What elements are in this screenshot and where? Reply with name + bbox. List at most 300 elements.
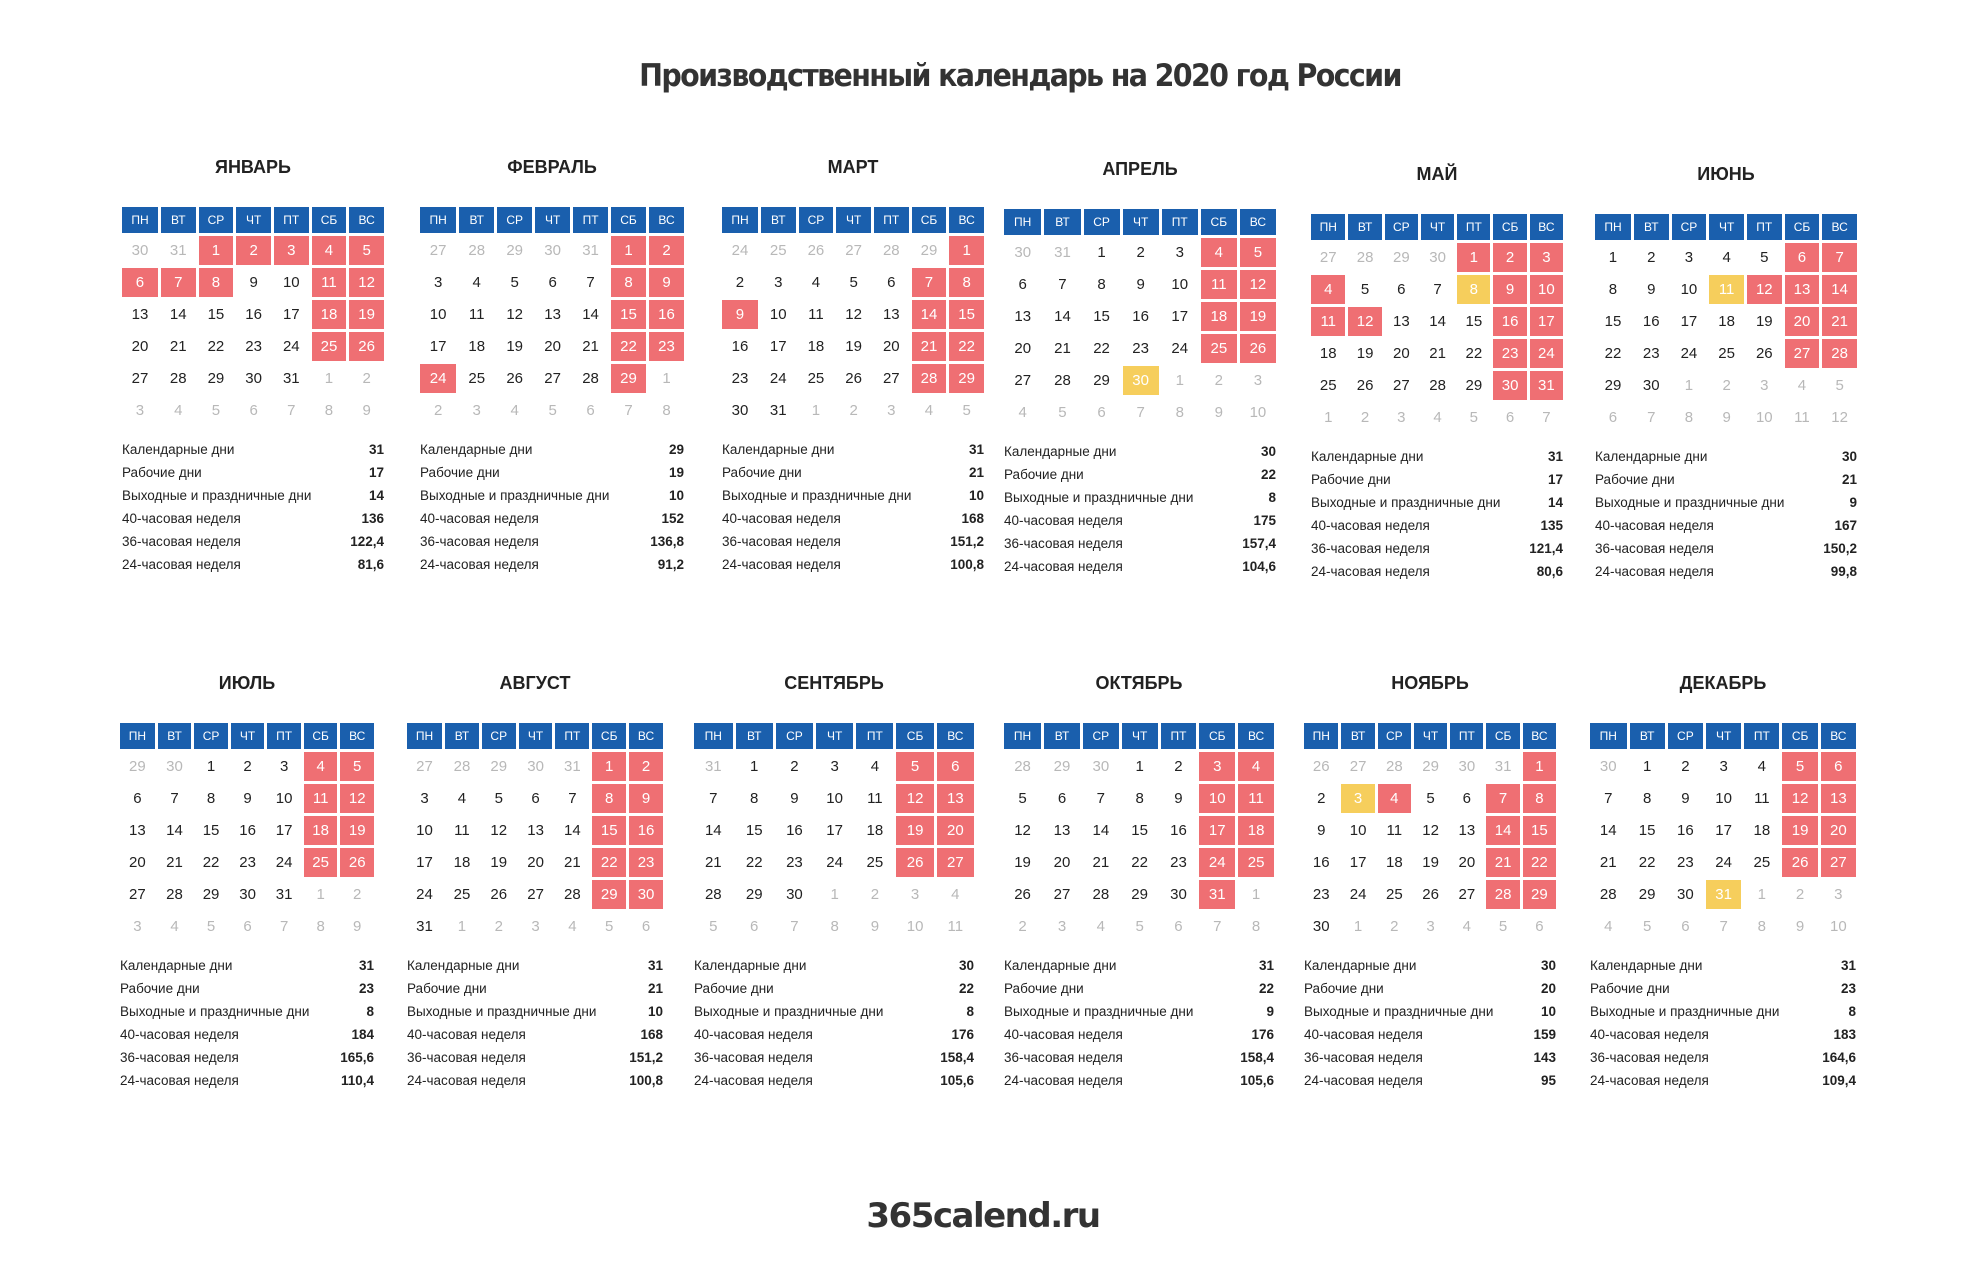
day-cell-holiday: 22	[592, 848, 626, 877]
day-cell: 6	[1397, 281, 1406, 298]
stat-value: 109,4	[1822, 1073, 1856, 1088]
day-cell-holiday: 29	[592, 880, 626, 909]
day-cell-other-month: 7	[279, 918, 289, 935]
day-cell-holiday: 5	[349, 236, 384, 265]
weekday-header: ЧТ	[519, 723, 553, 749]
day-cell-holiday: 12	[896, 784, 933, 813]
stat-label: 24-часовая неделя	[1304, 1073, 1423, 1088]
day-cell: 13	[1393, 313, 1410, 330]
day-cell: 1	[1135, 758, 1144, 775]
day-cell: 26	[845, 370, 862, 387]
day-cell-other-month: 8	[316, 918, 325, 935]
day-cell: 11	[1754, 790, 1770, 807]
day-cell-other-month: 6	[641, 918, 651, 935]
day-cell-holiday: 10	[1530, 275, 1563, 304]
day-cell-other-month: 5	[1642, 918, 1652, 935]
stat-value: 17	[1547, 472, 1563, 487]
day-cell-other-month: 27	[1349, 758, 1367, 775]
day-cell: 14	[582, 306, 599, 323]
stat-value: 150,2	[1823, 541, 1857, 556]
stat-label: 40-часовая неделя	[122, 511, 241, 526]
day-cell-other-month: 1	[316, 886, 325, 903]
day-cell: 6	[887, 274, 896, 291]
day-cell: 19	[506, 338, 523, 355]
day-cell-holiday: 16	[649, 300, 684, 329]
day-cell-short: 3	[1341, 784, 1374, 813]
day-cell: 21	[169, 338, 187, 355]
day-cell-holiday: 25	[304, 848, 338, 877]
weekday-header: СР	[1385, 214, 1418, 240]
stat-label: Рабочие дни	[407, 981, 487, 996]
day-cell: 27	[1014, 372, 1032, 389]
stat-value: 164,6	[1822, 1050, 1856, 1065]
day-cell-other-month: 1	[1353, 918, 1363, 935]
day-cell-holiday: 9	[649, 268, 684, 297]
day-cell-other-month: 8	[662, 402, 671, 419]
day-cell: 14	[704, 822, 722, 839]
day-cell-other-month: 7	[624, 402, 633, 419]
day-cell: 30	[786, 886, 803, 903]
stat-value: 9	[1849, 495, 1857, 510]
stat-label: 40-часовая неделя	[407, 1027, 526, 1042]
day-cell-other-month: 28	[1356, 249, 1374, 266]
stat-label: 24-часовая неделя	[420, 557, 539, 572]
day-cell-other-month: 2	[362, 370, 371, 387]
day-cell-holiday: 1	[592, 752, 626, 781]
day-cell-other-month: 29	[920, 242, 938, 259]
day-cell-other-month: 11	[1794, 409, 1810, 426]
day-cell-other-month: 29	[506, 242, 523, 259]
day-cell: 22	[202, 854, 220, 871]
day-cell-other-month: 30	[1429, 249, 1446, 266]
day-cell: 3	[420, 790, 429, 807]
day-cell: 12	[490, 822, 508, 839]
day-cell: 20	[131, 338, 149, 355]
weekday-header: ЧТ	[535, 207, 570, 233]
stat-label: Календарные дни	[722, 442, 835, 457]
day-cell: 28	[166, 886, 183, 903]
month-name: МАЙ	[1416, 164, 1458, 184]
day-cell: 16	[245, 306, 262, 323]
day-cell-holiday: 3	[1530, 243, 1563, 272]
weekday-header: ВТ	[445, 723, 479, 749]
stat-label: Рабочие дни	[120, 981, 200, 996]
day-cell: 8	[206, 790, 216, 807]
stat-label: 24-часовая неделя	[1590, 1073, 1709, 1088]
day-cell: 28	[169, 370, 187, 387]
weekday-header: СБ	[1199, 723, 1235, 749]
day-cell-other-month: 9	[870, 918, 880, 935]
day-cell-holiday: 4	[1311, 275, 1345, 304]
day-cell-holiday: 29	[1523, 880, 1556, 909]
stat-value: 22	[1258, 981, 1274, 996]
weekday-header: ВС	[1821, 723, 1856, 749]
day-cell: 26	[1755, 345, 1773, 362]
day-cell: 23	[239, 854, 256, 871]
day-cell-holiday: 1	[611, 236, 646, 265]
day-cell-holiday: 13	[1821, 784, 1856, 813]
day-cell: 31	[282, 370, 300, 387]
day-cell-holiday: 15	[592, 816, 626, 845]
day-cell-other-month: 9	[1795, 918, 1805, 935]
weekday-header: ЧТ	[236, 207, 271, 233]
day-cell-holiday: 14	[912, 300, 947, 329]
stat-value: 151,2	[950, 534, 984, 549]
weekday-header: СБ	[1486, 723, 1519, 749]
day-cell: 7	[170, 790, 179, 807]
stat-value: 176	[951, 1027, 974, 1042]
day-cell-holiday: 7	[1822, 243, 1857, 272]
weekday-header: ПН	[1304, 723, 1338, 749]
stat-value: 157,4	[1242, 536, 1276, 551]
day-cell-holiday: 10	[1199, 784, 1235, 813]
day-cell: 9	[1647, 281, 1656, 298]
day-cell-short: 31	[1706, 880, 1741, 909]
day-cell-holiday: 18	[1238, 816, 1274, 845]
month-name: ИЮНЬ	[1697, 164, 1755, 184]
stat-label: Календарные дни	[1595, 449, 1708, 464]
month-grid	[117, 720, 377, 944]
stat-value: 19	[668, 465, 684, 480]
day-cell-holiday: 4	[1201, 238, 1237, 267]
day-cell-other-month: 5	[962, 402, 971, 419]
day-cell: 18	[807, 338, 825, 355]
day-cell: 13	[1014, 308, 1032, 325]
day-cell: 18	[1386, 854, 1403, 871]
month-block	[1304, 672, 1556, 1092]
day-cell: 14	[169, 306, 187, 323]
weekday-header: СР	[199, 207, 234, 233]
stat-label: Выходные и праздничные дни	[722, 488, 912, 503]
day-cell-other-month: 3	[135, 402, 145, 419]
day-cell: 19	[490, 854, 508, 871]
weekday-header: СБ	[1493, 214, 1526, 240]
day-cell: 22	[745, 854, 763, 871]
day-cell-holiday: 20	[1821, 816, 1856, 845]
day-cell-holiday: 12	[340, 784, 374, 813]
month-grid	[417, 204, 687, 428]
day-cell-other-month: 4	[1096, 918, 1105, 935]
day-cell: 2	[790, 758, 799, 775]
day-cell-other-month: 2	[1360, 409, 1370, 426]
day-cell: 17	[1171, 308, 1189, 325]
day-cell-holiday: 21	[1486, 848, 1519, 877]
stat-value: 165,6	[340, 1050, 374, 1065]
day-cell-other-month: 5	[206, 918, 216, 935]
day-cell: 16	[786, 822, 803, 839]
day-cell: 29	[202, 886, 220, 903]
day-cell: 5	[1760, 249, 1769, 266]
month-name: ДЕКАБРЬ	[1679, 673, 1767, 693]
weekday-header: СБ	[1201, 209, 1237, 235]
day-cell-other-month: 3	[1834, 886, 1843, 903]
stat-value: 158,4	[1240, 1050, 1274, 1065]
stat-value: 152	[661, 511, 684, 526]
day-cell-other-month: 3	[531, 918, 540, 935]
day-cell: 17	[429, 338, 447, 355]
day-cell: 15	[1604, 313, 1622, 330]
day-cell-holiday: 19	[1782, 816, 1817, 845]
day-cell-holiday: 24	[1199, 848, 1235, 877]
day-cell: 27	[527, 886, 544, 903]
day-cell-other-month: 28	[468, 242, 486, 259]
day-cell: 22	[207, 338, 225, 355]
day-cell: 24	[275, 854, 293, 871]
stat-value: 110,4	[340, 1073, 374, 1088]
day-cell-other-month: 26	[807, 242, 825, 259]
day-cell-other-month: 4	[1797, 377, 1807, 394]
day-cell: 6	[1057, 790, 1067, 807]
day-cell-holiday: 5	[1782, 752, 1817, 781]
weekday-header: ЧТ	[1122, 723, 1158, 749]
stat-label: 36-часовая неделя	[1311, 541, 1430, 556]
day-cell-other-month: 3	[1760, 377, 1769, 394]
stat-label: 36-часовая неделя	[120, 1050, 239, 1065]
day-cell-holiday: 28	[1486, 880, 1519, 909]
day-cell-other-month: 8	[1175, 404, 1184, 421]
month-grid	[1587, 720, 1859, 944]
stat-label: 40-часовая неделя	[1590, 1027, 1709, 1042]
day-cell: 15	[1131, 822, 1148, 839]
day-cell-other-month: 27	[416, 758, 433, 775]
day-cell-other-month: 31	[564, 758, 581, 775]
day-cell-other-month: 4	[1433, 409, 1442, 426]
day-cell: 20	[527, 854, 544, 871]
day-cell-other-month: 5	[605, 918, 614, 935]
day-cell: 2	[1647, 249, 1656, 266]
weekday-header: ПН	[1004, 209, 1041, 235]
day-cell: 21	[564, 854, 581, 871]
day-cell: 20	[544, 338, 561, 355]
month-name: АВГУСТ	[499, 673, 571, 693]
stat-label: 24-часовая неделя	[122, 557, 241, 572]
weekday-header: СР	[1672, 214, 1707, 240]
day-cell: 18	[453, 854, 471, 871]
month-block	[122, 156, 384, 576]
day-cell: 25	[468, 370, 486, 387]
stat-value: 10	[968, 488, 984, 503]
day-cell-holiday: 24	[1530, 339, 1563, 368]
day-cell: 9	[1174, 790, 1183, 807]
weekday-header: ЧТ	[1123, 209, 1159, 235]
day-cell-other-month: 1	[830, 886, 839, 903]
day-cell: 24	[769, 370, 787, 387]
month-stats	[1311, 445, 1563, 583]
day-cell-holiday: 27	[1785, 339, 1820, 368]
day-cell: 19	[845, 338, 862, 355]
stat-value: 10	[668, 488, 684, 503]
day-cell: 28	[1092, 886, 1110, 903]
day-cell-other-month: 30	[1599, 758, 1617, 775]
day-cell-other-month: 12	[1831, 409, 1848, 426]
day-cell-holiday: 21	[912, 332, 947, 361]
day-cell: 29	[1465, 377, 1483, 394]
day-cell-other-month: 2	[870, 886, 880, 903]
day-cell: 11	[1386, 822, 1403, 839]
month-grid	[1592, 211, 1860, 435]
day-cell-other-month: 26	[1312, 758, 1330, 775]
day-cell-holiday: 7	[161, 268, 196, 297]
day-cell-holiday: 17	[1530, 307, 1563, 336]
day-cell: 27	[544, 370, 561, 387]
day-cell: 7	[586, 274, 595, 291]
day-cell: 5	[494, 790, 503, 807]
weekday-header: СР	[776, 723, 813, 749]
stat-value: 151,2	[629, 1050, 663, 1065]
day-cell-other-month: 9	[1214, 404, 1223, 421]
stat-label: Рабочие дни	[1595, 472, 1675, 487]
day-cell: 11	[468, 306, 485, 323]
day-cell-other-month: 7	[1213, 918, 1222, 935]
day-cell-other-month: 1	[324, 370, 334, 387]
site-footer: 365calend.ru	[866, 1196, 1100, 1236]
day-cell-other-month: 8	[324, 402, 334, 419]
stat-label: 40-часовая неделя	[120, 1027, 239, 1042]
day-cell: 8	[750, 790, 759, 807]
weekday-header: ВТ	[1630, 723, 1665, 749]
stat-value: 31	[968, 442, 984, 457]
day-cell-other-month: 8	[830, 918, 839, 935]
day-cell-holiday: 14	[1486, 816, 1519, 845]
day-cell-other-month: 7	[287, 402, 296, 419]
weekday-header: ПТ	[1162, 209, 1198, 235]
day-cell-other-month: 7	[1719, 918, 1728, 935]
day-cell-holiday: 18	[304, 816, 338, 845]
weekday-header: СБ	[912, 207, 947, 233]
stat-value: 22	[958, 981, 974, 996]
day-cell: 30	[1312, 918, 1330, 935]
stat-label: Календарные дни	[1304, 958, 1417, 973]
day-cell-holiday: 3	[274, 236, 309, 265]
stat-label: 24-часовая неделя	[1311, 564, 1430, 579]
day-cell: 21	[582, 338, 599, 355]
day-cell: 9	[790, 790, 799, 807]
day-cell-holiday: 18	[1201, 302, 1237, 331]
month-block	[1004, 672, 1274, 1092]
day-cell: 12	[1422, 822, 1439, 839]
day-cell-other-month: 29	[1422, 758, 1439, 775]
month-grid	[719, 204, 987, 428]
day-cell-holiday: 8	[949, 268, 984, 297]
day-cell-other-month: 3	[1397, 409, 1406, 426]
day-cell-other-month: 30	[527, 758, 544, 775]
stat-value: 31	[1258, 958, 1274, 973]
day-cell: 10	[282, 274, 300, 291]
day-cell-holiday: 8	[1523, 784, 1556, 813]
stat-value: 121,4	[1529, 541, 1563, 556]
day-cell: 20	[1053, 854, 1071, 871]
day-cell: 23	[1642, 345, 1660, 362]
day-cell: 2	[735, 274, 745, 291]
stat-value: 17	[368, 465, 384, 480]
day-cell: 4	[1722, 249, 1731, 266]
day-cell: 16	[1642, 313, 1660, 330]
day-cell-other-month: 7	[1136, 404, 1145, 421]
weekday-header: ВТ	[1348, 214, 1381, 240]
day-cell-holiday: 20	[1785, 307, 1820, 336]
day-cell: 16	[1132, 308, 1149, 325]
weekday-header: ВТ	[158, 723, 192, 749]
weekday-header: СБ	[1782, 723, 1817, 749]
day-cell-holiday: 26	[1240, 334, 1276, 363]
stat-label: 24-часовая неделя	[407, 1073, 526, 1088]
day-cell: 5	[849, 274, 858, 291]
day-cell: 7	[1604, 790, 1613, 807]
weekday-header: ПТ	[1744, 723, 1779, 749]
stat-value: 143	[1533, 1050, 1556, 1065]
month-stats	[122, 438, 384, 576]
day-cell: 4	[870, 758, 880, 775]
day-cell: 8	[1608, 281, 1618, 298]
day-cell-holiday: 25	[1201, 334, 1237, 363]
day-cell: 25	[866, 854, 884, 871]
day-cell: 20	[129, 854, 146, 871]
day-cell-other-month: 5	[1058, 404, 1067, 421]
stat-value: 23	[1840, 981, 1856, 996]
day-cell-holiday: 4	[312, 236, 347, 265]
day-cell-holiday: 22	[611, 332, 646, 361]
day-cell-holiday: 30	[629, 880, 663, 909]
weekday-header: ВС	[1240, 209, 1276, 235]
stat-value: 8	[966, 1004, 974, 1019]
day-cell: 15	[745, 822, 763, 839]
weekday-header: ПТ	[1161, 723, 1197, 749]
day-cell-holiday: 5	[896, 752, 933, 781]
day-cell: 17	[1715, 822, 1732, 839]
day-cell: 30	[1170, 886, 1187, 903]
day-cell: 13	[131, 306, 149, 323]
day-cell: 10	[1171, 276, 1189, 293]
day-cell-other-month: 8	[1684, 409, 1694, 426]
stat-value: 136	[361, 511, 384, 526]
day-cell-holiday: 27	[1821, 848, 1856, 877]
stat-label: 36-часовая неделя	[722, 534, 841, 549]
day-cell: 28	[1054, 372, 1071, 389]
day-cell-holiday: 4	[304, 752, 338, 781]
day-cell: 29	[1093, 372, 1110, 389]
day-cell-holiday: 15	[949, 300, 984, 329]
month-name: АПРЕЛЬ	[1102, 159, 1178, 179]
stat-value: 20	[1540, 981, 1556, 996]
month-grid	[691, 720, 977, 944]
weekday-header: СР	[1084, 209, 1120, 235]
day-cell-other-month: 1	[457, 918, 467, 935]
day-cell-holiday: 8	[611, 268, 646, 297]
day-cell-other-month: 10	[1249, 404, 1267, 421]
day-cell-other-month: 6	[243, 918, 252, 935]
stat-label: Рабочие дни	[1304, 981, 1384, 996]
day-cell: 5	[510, 274, 519, 291]
day-cell-holiday: 23	[629, 848, 663, 877]
stat-value: 23	[358, 981, 374, 996]
stat-value: 30	[1841, 449, 1857, 464]
day-cell: 4	[457, 790, 467, 807]
day-cell: 24	[1349, 886, 1367, 903]
day-cell-other-month: 30	[544, 242, 561, 259]
day-cell: 16	[1170, 822, 1187, 839]
day-cell-other-month: 1	[662, 370, 671, 387]
day-cell: 5	[1018, 790, 1027, 807]
stat-value: 158,4	[940, 1050, 974, 1065]
stat-value: 105,6	[940, 1073, 974, 1088]
day-cell-other-month: 7	[1542, 409, 1551, 426]
weekday-header: ЧТ	[816, 723, 853, 749]
day-cell: 25	[1386, 886, 1403, 903]
stat-value: 22	[1260, 467, 1276, 482]
weekday-header: ПТ	[856, 723, 893, 749]
weekday-header: ВС	[629, 723, 663, 749]
day-cell-holiday: 6	[1785, 243, 1820, 272]
